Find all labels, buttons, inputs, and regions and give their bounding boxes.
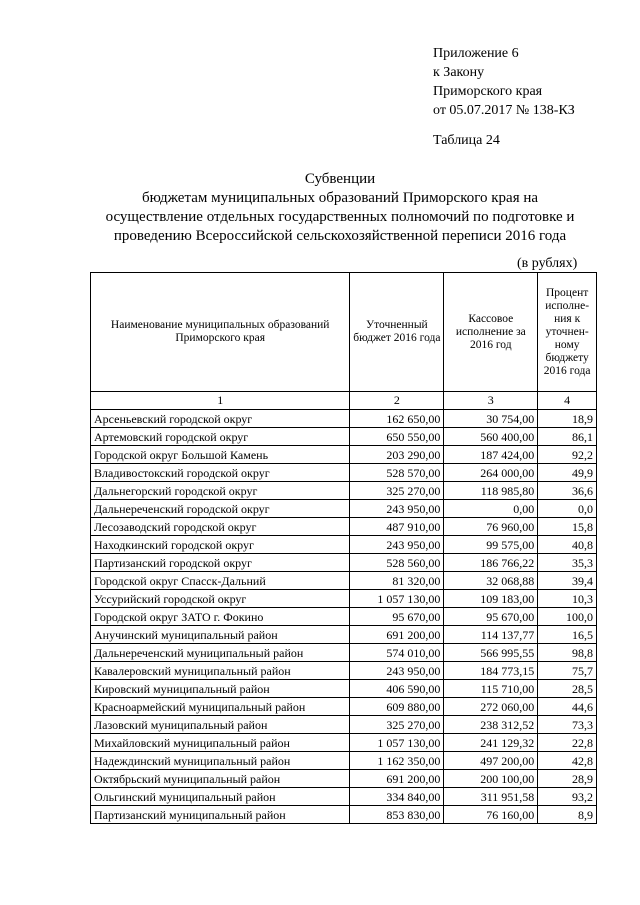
column-number: 3 (444, 392, 538, 410)
appendix-reference (433, 44, 575, 120)
municipality-name: Михайловский муниципальный район (91, 734, 350, 752)
executed-value: 109 183,00 (444, 590, 538, 608)
percent-value: 35,3 (538, 554, 597, 572)
table-row (91, 572, 597, 590)
municipality-name: Ольгинский муниципальный район (91, 788, 350, 806)
executed-value: 76 160,00 (444, 806, 538, 824)
percent-value: 44,6 (538, 698, 597, 716)
executed-value: 30 754,00 (444, 410, 538, 428)
municipality-name: Партизанский городской округ (91, 554, 350, 572)
table-body (91, 410, 597, 824)
units-label: (в рублях) (517, 256, 578, 271)
percent-value: 42,8 (538, 752, 597, 770)
percent-value: 49,9 (538, 464, 597, 482)
document-title (60, 170, 620, 246)
percent-value: 75,7 (538, 662, 597, 680)
subventions-table (90, 272, 597, 824)
budget-value: 528 570,00 (350, 464, 444, 482)
table-row (91, 500, 597, 518)
table-row (91, 698, 597, 716)
percent-value: 0,0 (538, 500, 597, 518)
budget-value: 609 880,00 (350, 698, 444, 716)
municipality-name: Надеждинский муниципальный район (91, 752, 350, 770)
executed-value: 311 951,58 (444, 788, 538, 806)
municipality-name: Артемовский городской округ (91, 428, 350, 446)
percent-value: 93,2 (538, 788, 597, 806)
budget-value: 1 057 130,00 (350, 590, 444, 608)
municipality-name: Кировский муниципальный район (91, 680, 350, 698)
municipality-name: Кавалеровский муниципальный район (91, 662, 350, 680)
executed-value: 32 068,88 (444, 572, 538, 590)
municipality-name: Лесозаводский городской округ (91, 518, 350, 536)
municipality-name: Городской округ Большой Камень (91, 446, 350, 464)
table-row (91, 662, 597, 680)
municipality-name: Дальнереченский городской округ (91, 500, 350, 518)
appendix-line: к Закону (433, 65, 485, 80)
percent-value: 100,0 (538, 608, 597, 626)
title-line: осуществление отдельных государственных полномочий по подготовке и (105, 209, 575, 225)
budget-value: 691 200,00 (350, 626, 444, 644)
budget-value: 650 550,00 (350, 428, 444, 446)
table-row (91, 536, 597, 554)
table-row (91, 734, 597, 752)
municipality-name: Дальнереченский муниципальный район (91, 644, 350, 662)
appendix-line: от 05.07.2017 № 138-КЗ (433, 103, 575, 118)
executed-value: 241 129,32 (444, 734, 538, 752)
table-row (91, 716, 597, 734)
executed-value: 560 400,00 (444, 428, 538, 446)
appendix-line: Приложение 6 (433, 46, 519, 61)
table-row (91, 752, 597, 770)
table-row (91, 410, 597, 428)
municipality-name: Городской округ Спасск-Дальний (91, 572, 350, 590)
budget-value: 574 010,00 (350, 644, 444, 662)
executed-value: 95 670,00 (444, 608, 538, 626)
executed-value: 114 137,77 (444, 626, 538, 644)
municipality-name: Владивостокский городской округ (91, 464, 350, 482)
table-header-row (91, 273, 597, 392)
table-label: Таблица 24 (433, 133, 500, 148)
executed-value: 76 960,00 (444, 518, 538, 536)
percent-value: 16,5 (538, 626, 597, 644)
executed-value: 118 985,80 (444, 482, 538, 500)
municipality-name: Находкинский городской округ (91, 536, 350, 554)
executed-value: 272 060,00 (444, 698, 538, 716)
percent-value: 98,8 (538, 644, 597, 662)
percent-value: 86,1 (538, 428, 597, 446)
table-row (91, 680, 597, 698)
municipality-name: Октябрьский муниципальный район (91, 770, 350, 788)
budget-value: 325 270,00 (350, 482, 444, 500)
table-row (91, 644, 597, 662)
budget-value: 528 560,00 (350, 554, 444, 572)
percent-value: 39,4 (538, 572, 597, 590)
municipality-name: Анучинский муниципальный район (91, 626, 350, 644)
table-row (91, 482, 597, 500)
executed-value: 187 424,00 (444, 446, 538, 464)
executed-value: 566 995,55 (444, 644, 538, 662)
appendix-line: Приморского края (433, 84, 543, 99)
table-row (91, 806, 597, 824)
executed-value: 200 100,00 (444, 770, 538, 788)
title-line: проведению Всероссийской сельскохозяйственной переписи 2016 года (113, 228, 567, 244)
title-line: Субвенции (304, 171, 376, 187)
column-number: 2 (350, 392, 444, 410)
budget-value: 487 910,00 (350, 518, 444, 536)
budget-value: 81 320,00 (350, 572, 444, 590)
budget-value: 243 950,00 (350, 662, 444, 680)
percent-value: 10,3 (538, 590, 597, 608)
executed-value: 115 710,00 (444, 680, 538, 698)
table-row (91, 590, 597, 608)
table-row (91, 608, 597, 626)
budget-value: 334 840,00 (350, 788, 444, 806)
municipality-name: Красноармейский муниципальный район (91, 698, 350, 716)
budget-value: 853 830,00 (350, 806, 444, 824)
percent-value: 92,2 (538, 446, 597, 464)
percent-value: 36,6 (538, 482, 597, 500)
header-name: Наименование муниципальных образований Приморского края (91, 273, 350, 392)
percent-value: 40,8 (538, 536, 597, 554)
table-row (91, 626, 597, 644)
percent-value: 22,8 (538, 734, 597, 752)
municipality-name: Городской округ ЗАТО г. Фокино (91, 608, 350, 626)
municipality-name: Партизанский муниципальный район (91, 806, 350, 824)
percent-value: 28,9 (538, 770, 597, 788)
executed-value: 184 773,15 (444, 662, 538, 680)
municipality-name: Арсеньевский городской округ (91, 410, 350, 428)
budget-value: 1 162 350,00 (350, 752, 444, 770)
budget-value: 162 650,00 (350, 410, 444, 428)
executed-value: 497 200,00 (444, 752, 538, 770)
percent-value: 18,9 (538, 410, 597, 428)
budget-value: 243 950,00 (350, 536, 444, 554)
table-row (91, 518, 597, 536)
percent-value: 28,5 (538, 680, 597, 698)
table-row (91, 446, 597, 464)
percent-value: 8,9 (538, 806, 597, 824)
executed-value: 99 575,00 (444, 536, 538, 554)
budget-value: 95 670,00 (350, 608, 444, 626)
executed-value: 186 766,22 (444, 554, 538, 572)
budget-value: 243 950,00 (350, 500, 444, 518)
column-number: 4 (538, 392, 597, 410)
budget-value: 203 290,00 (350, 446, 444, 464)
executed-value: 238 312,52 (444, 716, 538, 734)
table-row (91, 788, 597, 806)
budget-value: 325 270,00 (350, 716, 444, 734)
table-row (91, 770, 597, 788)
budget-value: 691 200,00 (350, 770, 444, 788)
header-executed: Кассовое исполнение за 2016 год (444, 273, 538, 392)
header-percent: Процент исполне-ния к уточнен-ному бюджету 2016 года (538, 273, 597, 392)
percent-value: 15,8 (538, 518, 597, 536)
table-row (91, 464, 597, 482)
table-row (91, 428, 597, 446)
title-line: бюджетам муниципальных образований Приморского края на (141, 190, 539, 206)
budget-value: 406 590,00 (350, 680, 444, 698)
municipality-name: Лазовский муниципальный район (91, 716, 350, 734)
municipality-name: Дальнегорский городской округ (91, 482, 350, 500)
municipality-name: Уссурийский городской округ (91, 590, 350, 608)
header-budget: Уточненный бюджет 2016 года (350, 273, 444, 392)
column-number: 1 (91, 392, 350, 410)
column-number-row (91, 392, 597, 410)
executed-value: 0,00 (444, 500, 538, 518)
percent-value: 73,3 (538, 716, 597, 734)
table-row (91, 554, 597, 572)
budget-value: 1 057 130,00 (350, 734, 444, 752)
executed-value: 264 000,00 (444, 464, 538, 482)
